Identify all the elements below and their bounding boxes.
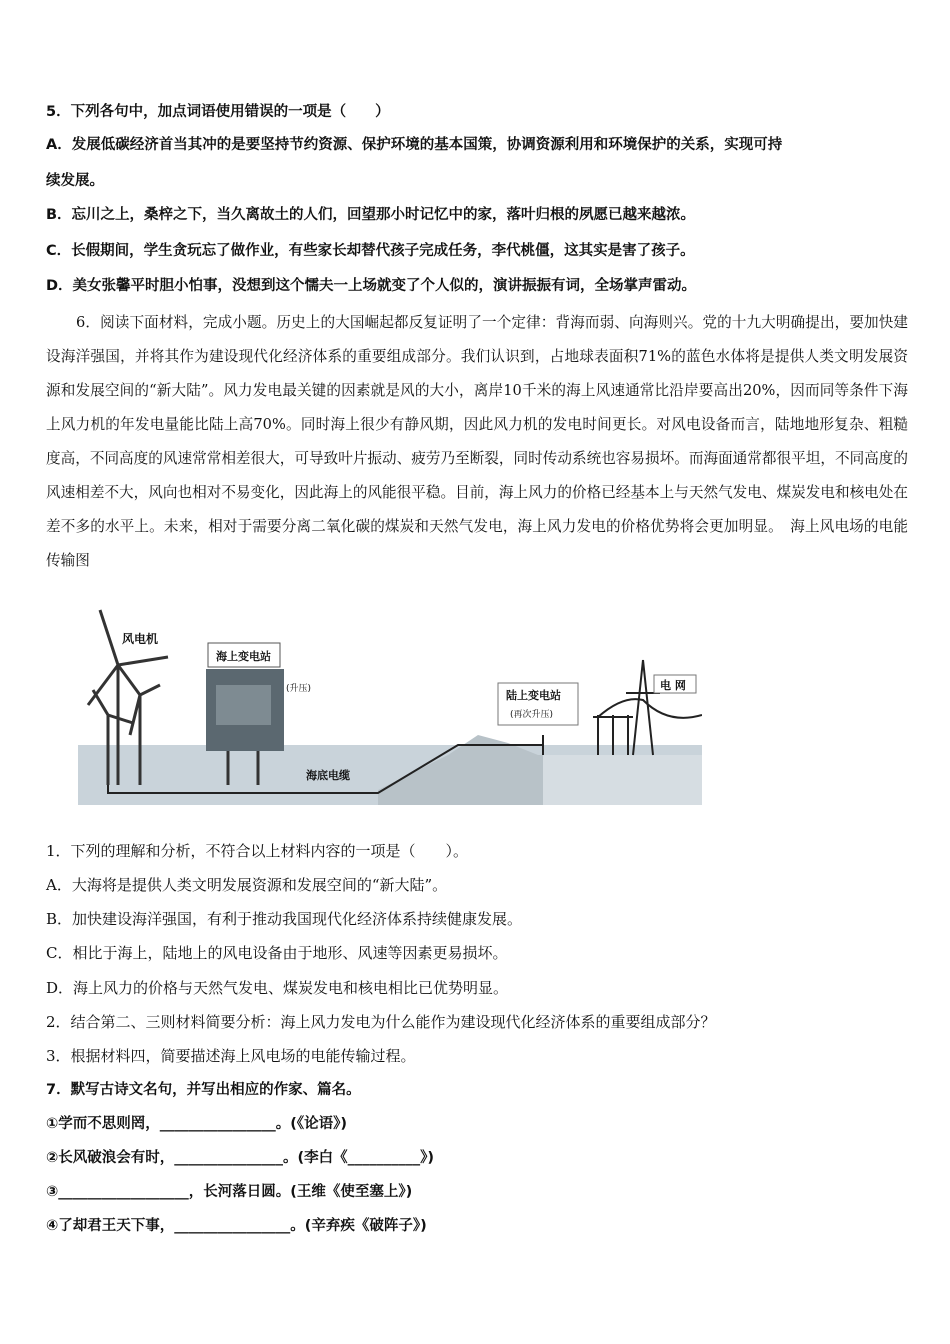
q7-stem: 7．默写古诗文名句，并写出相应的作家、篇名。	[46, 1082, 361, 1098]
onshore-station-label: 陆上变电站	[506, 689, 561, 702]
q6-passage-text: 6．阅读下面材料，完成小题。历史上的大国崛起都反复证明了一个定律：背海而弱、向海则兴。党的十九大明确提出，要加快建设海洋强国，并将其作为建设现代化经济体系的重要组成部分。我们认识到，占地球表面积71%的蓝色水体将是提供人类文明发展资源和发展空间的“新大陆”。风力发电最关键的因素就是风的大小，离岸10千米的海上风速通常比沿岸要高出20%，因而同等条件下海上风力机的年发电量能比陆上高70%。同时海上很少有静风期，因此风力机的发电时间更长。对风电设备而言，陆地地形复杂、粗糙度高，不同高度的风速常常相差很大，可导致叶片振动、疲劳乃至断裂，同时传动系统也容易损坏。而海面通常都很平坦，不同高度的风速相差不大，风向也相对不易变化，因此海上的风能很平稳。目前，海上风力的价格已经基本上与天然气发电、煤炭发电和核电处在差不多的水平上。未来，相对于需要分离二氧化碳的煤炭和天然气发电，海上风力发电的价格优势将会更加明显。 海上风电场的电能传输图	[46, 314, 908, 569]
q6-sub3: 3．根据材料四，简要描述海上风电场的电能传输过程。	[46, 1047, 416, 1065]
q5-option-a-line1: A．发展低碳经济首当其冲的是要坚持节约资源、保护环境的基本国策，协调资源利用和环境保护的关系，实现可持	[46, 137, 783, 153]
q5-stem: 5．下列各句中，加点词语使用错误的一项是（ ）	[46, 104, 390, 120]
q6-sub2: 2．结合第二、三则材料简要分析：海上风力发电为什么能作为建设现代化经济体系的重要组成部分？	[46, 1013, 716, 1031]
offshore-station-note: (升压)	[286, 684, 312, 694]
q6-passage	[46, 306, 908, 578]
q5-option-c: C．长假期间，学生贪玩忘了做作业，有些家长却替代孩子完成任务，李代桃僵，这其实是害了孩子。	[46, 243, 695, 259]
offshore-station-label: 海上变电站	[216, 650, 271, 663]
q6-sub1-option-c: C．相比于海上，陆地上的风电设备由于地形、风速等因素更易损坏。	[46, 944, 508, 962]
submarine-cable-label: 海底电缆	[306, 769, 350, 782]
grid-label: 电 网	[660, 679, 686, 692]
q5-option-a-line2: 续发展。	[46, 173, 104, 189]
q6-sub1-option-a: A．大海将是提供人类文明发展资源和发展空间的“新大陆”。	[46, 876, 448, 894]
q7-line2: ②长风破浪会有时，_______________。(李白《__________》)	[46, 1150, 435, 1166]
q5-option-d: D．美女张馨平时胆小怕事，没想到这个懦夫一上场就变了个人似的，演讲振振有词，全场掌声雷动。	[46, 278, 697, 294]
q6-sub1-stem: 1．下列的理解和分析，不符合以上材料内容的一项是（ ）。	[46, 842, 469, 860]
wind-turbine-label: 风电机	[122, 632, 159, 646]
q7-line3: ③__________________，长河落日圆。(王维《使至塞上》)	[46, 1184, 413, 1200]
q6-sub1-option-d: D．海上风力的价格与天然气发电、煤炭发电和核电相比已优势明显。	[46, 979, 509, 997]
q5-option-b: B．忘川之上，桑梓之下，当久离故土的人们，回望那小时记忆中的家，落叶归根的夙愿已越来越浓。	[46, 207, 696, 223]
q7-line1: ①学而不思则罔，________________。(《论语》)	[46, 1116, 348, 1132]
q7-line4: ④了却君王天下事，________________。(辛弃疾《破阵子》)	[46, 1218, 427, 1234]
power-transmission-figure	[78, 605, 702, 805]
onshore-station-note: (再次升压)	[510, 710, 554, 720]
q6-sub1-option-b: B．加快建设海洋强国，有利于推动我国现代化经济体系持续健康发展。	[46, 910, 523, 928]
